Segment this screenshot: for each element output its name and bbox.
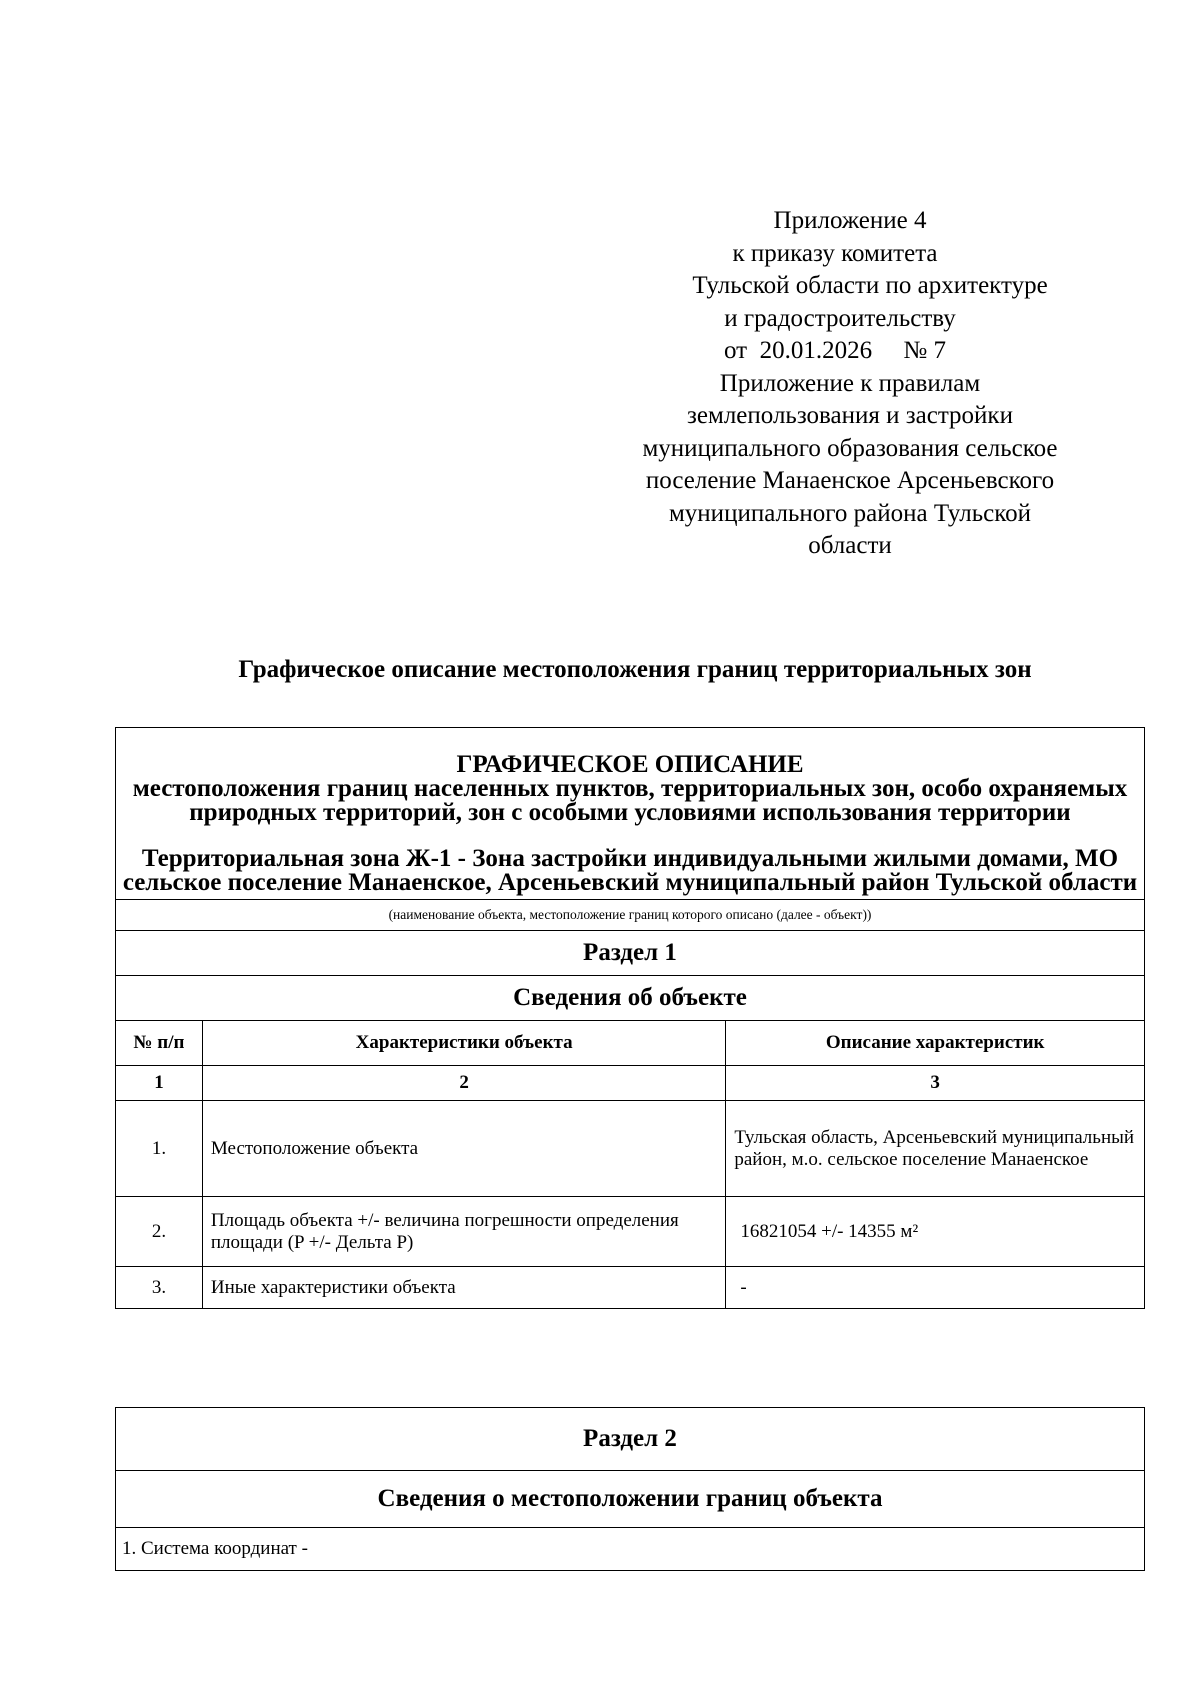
section1-table — [115, 727, 1145, 1309]
appendix-line: землепользования и застройки — [687, 402, 1013, 429]
appendix-line: области — [808, 532, 892, 559]
row-description: Тульская область, Арсеньевский муниципальный район, м.о. сельское поселение Манаенское — [726, 1101, 1145, 1197]
row-characteristic: Местоположение объекта — [202, 1101, 725, 1197]
column-number: 1 — [116, 1066, 203, 1101]
appendix-line: Приложение к правилам — [719, 369, 981, 397]
appendix-line: Приложение 4 — [773, 207, 927, 234]
row-characteristic: Иные характеристики объекта — [202, 1267, 725, 1309]
graphic-description-title: ГРАФИЧЕСКОЕ ОПИСАНИЕ — [456, 751, 804, 778]
column-number: 3 — [726, 1066, 1145, 1101]
appendix-header — [580, 205, 1120, 563]
column-header-characteristic: Характеристики объекта — [202, 1021, 725, 1066]
section2-title: Раздел 2 — [116, 1408, 1145, 1471]
row-number: 3. — [116, 1267, 203, 1309]
table-row — [116, 1101, 1145, 1197]
graphic-description-subtitle: местоположения границ населенных пунктов, территориальных зон, особо охраняемых природных территорий, зон с особыми условиями использования территории — [132, 775, 1128, 826]
row-number: 1. — [116, 1101, 203, 1197]
appendix-line: Тульской области по архитектуре — [692, 272, 1048, 299]
coordinate-system: 1. Система координат - — [116, 1528, 1145, 1571]
appendix-line: муниципального образования сельское — [642, 434, 1058, 462]
row-description: - — [726, 1267, 1145, 1309]
table-row — [116, 1267, 1145, 1309]
section1-title: Раздел 1 — [116, 931, 1145, 976]
table-row — [116, 1197, 1145, 1267]
row-description: 16821054 +/- 14355 м² — [726, 1197, 1145, 1267]
column-header-num: № п/п — [116, 1021, 203, 1066]
section2-subtitle: Сведения о местоположении границ объекта — [116, 1471, 1145, 1528]
section1-subtitle: Сведения об объекте — [116, 976, 1145, 1021]
appendix-line: к приказу комитета — [732, 239, 938, 267]
row-characteristic: Площадь объекта +/- величина погрешности определения площади (P +/- Дельта P) — [202, 1197, 725, 1267]
column-number: 2 — [202, 1066, 725, 1101]
document-heading: Графическое описание местоположения границ территориальных зон — [238, 656, 1032, 683]
graphic-description-title-cell — [116, 728, 1145, 900]
appendix-line: муниципального района Тульской — [668, 499, 1032, 527]
zone-name: Территориальная зона Ж-1 - Зона застройки индивидуальными жилыми домами, МО сельское поселение Манаенское, Арсеньевский муниципальный район Тульской области — [122, 845, 1138, 896]
row-number: 2. — [116, 1197, 203, 1267]
appendix-line: и градостроительству — [724, 304, 956, 332]
object-note: (наименование объекта, местоположение границ которого описано (далее - объект)) — [116, 900, 1145, 931]
appendix-order-date: от 20.01.2026 № 7 — [724, 337, 946, 364]
section2-table — [115, 1407, 1145, 1571]
appendix-line: поселение Манаенское Арсеньевского — [645, 467, 1055, 494]
column-header-description: Описание характеристик — [726, 1021, 1145, 1066]
